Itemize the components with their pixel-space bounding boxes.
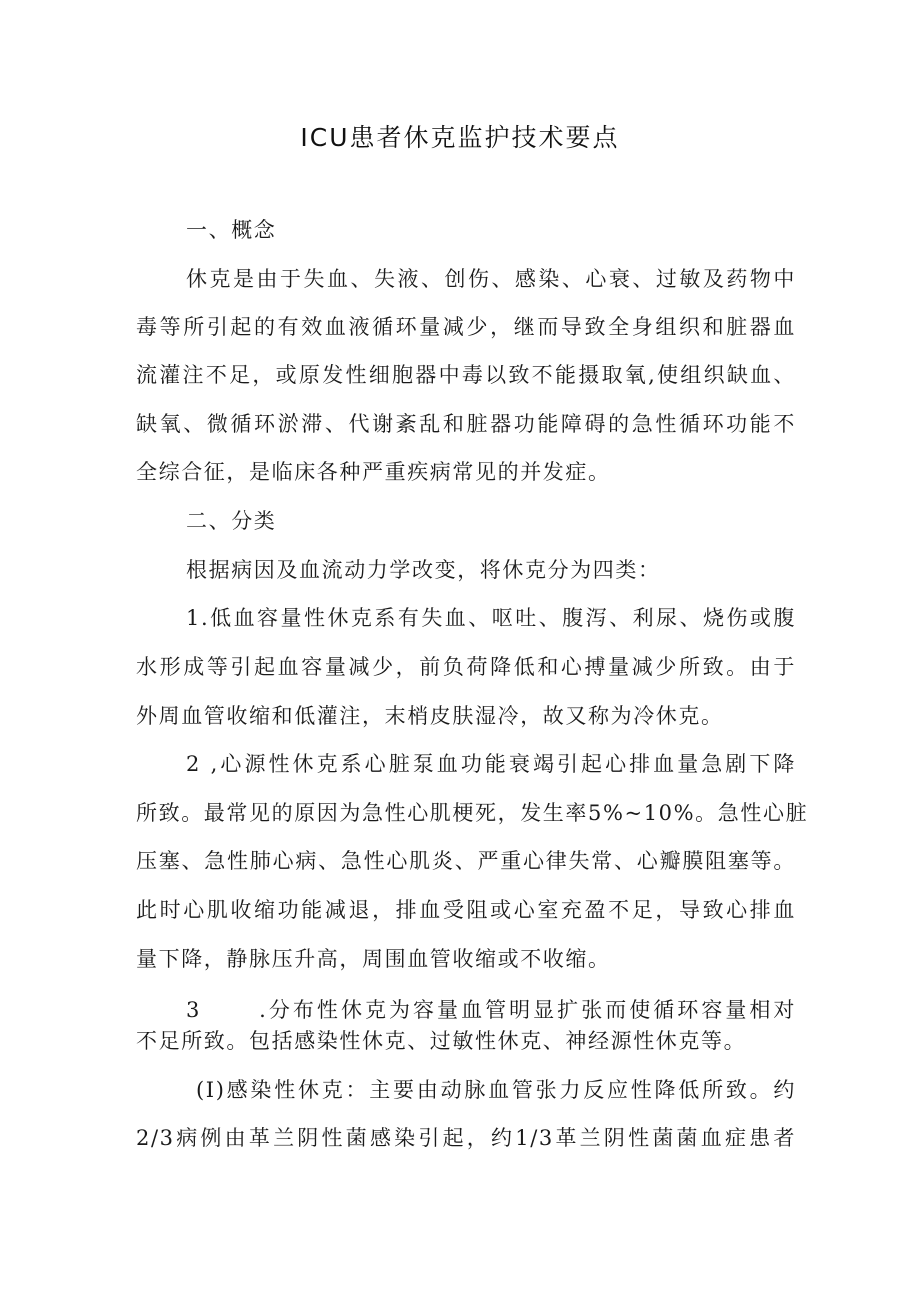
paragraph-line: 缺氧、微循环淤滞、代谢紊乱和脏器功能障碍的急性循环功能不 xyxy=(136,412,796,436)
paragraph-line: 2/3病例由革兰阴性菌感染引起，约1/3革兰阴性菌菌血症患者 xyxy=(136,1126,796,1150)
paragraph-line: 根据病因及血流动力学改变，将休克分为四类： xyxy=(186,558,661,582)
paragraph-line: 此时心肌收缩功能减退，排血受阻或心室充盈不足，导致心排血 xyxy=(136,898,796,922)
paragraph-line: 压塞、急性肺心病、急性心肌炎、严重心律失常、心瓣膜阻塞等。 xyxy=(136,849,796,873)
paragraph-line: 水形成等引起血容量减少，前负荷降低和心搏量减少所致。由于 xyxy=(136,655,796,679)
document-title: ICU患者休克监护技术要点 xyxy=(300,123,620,152)
section-heading-classification: 二、分类 xyxy=(186,509,277,533)
paragraph-line: 2 ,心源性休克系心脏泵血功能衰竭引起心排血量急剧下降 xyxy=(186,752,796,776)
paragraph-line: 所致。最常见的原因为急性心肌梗死，发生率5%~10%。急性心脏 xyxy=(136,801,809,825)
paragraph-line: 不足所致。包括感染性休克、过敏性休克、神经源性休克等。 xyxy=(136,1029,747,1053)
paragraph-line: 毒等所引起的有效血液循环量减少，继而导致全身组织和脏器血 xyxy=(136,315,796,339)
paragraph-line: 外周血管收缩和低灌注，末梢皮肤湿冷，故又称为冷休克。 xyxy=(136,704,724,728)
paragraph-line: 休克是由于失血、失液、创伤、感染、心衰、过敏及药物中 xyxy=(186,267,796,291)
paragraph-line: (I)感染性休克：主要由动脉血管张力反应性降低所致。约 xyxy=(196,1078,796,1102)
paragraph-line: 1.低血容量性休克系有失血、呕吐、腹泻、利尿、烧伤或腹 xyxy=(186,606,796,630)
paragraph-line: 流灌注不足，或原发性细胞器中毒以致不能摄取氧,使组织缺血、 xyxy=(136,363,796,387)
paragraph-line: 3 .分布性休克为容量血管明显扩张而使循环容量相对 xyxy=(186,998,796,1022)
paragraph-line: 全综合征，是临床各种严重疾病常见的并发症。 xyxy=(136,460,611,484)
section-heading-concept: 一、概念 xyxy=(186,218,277,242)
paragraph-line: 量下降，静脉压升高，周围血管收缩或不收缩。 xyxy=(136,947,611,971)
